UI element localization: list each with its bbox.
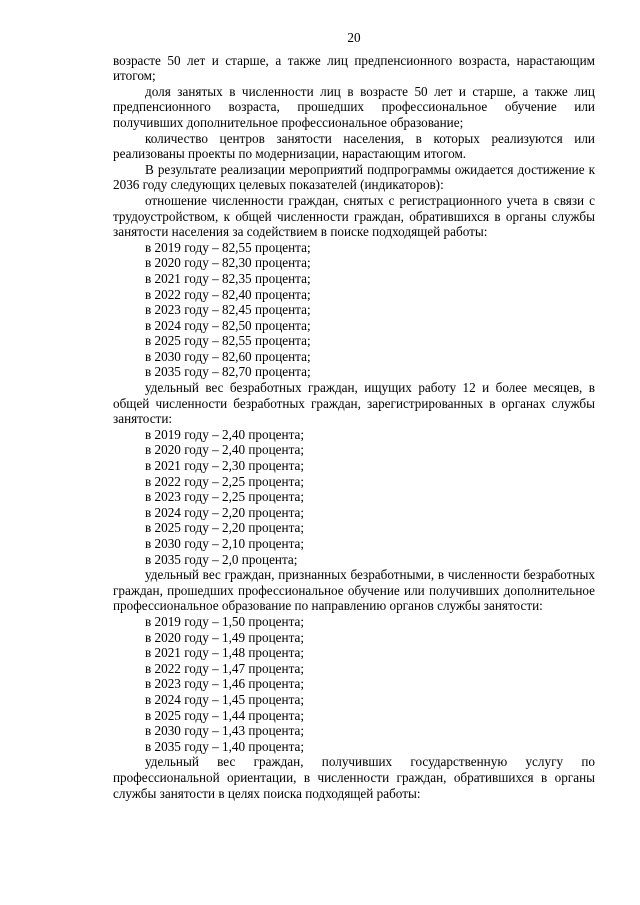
- list-item: в 2022 году – 1,47 процента;: [145, 660, 305, 676]
- paragraph: удельный вес граждан, признанных безработными, в численности безработных граждан, прошедших профессиональное обучение или получивших дополнительное профессиональное образование по направлению органов службы занятости:: [113, 567, 595, 614]
- indicator-list-1: [113, 240, 595, 380]
- paragraph: отношение численности граждан, снятых с регистрационного учета в связи с трудоустройством, к общей численности граждан, обратившихся в органы службы занятости населения за содействием в поиске подходящей работы:: [113, 192, 595, 240]
- list-item: в 2025 году – 82,55 процента;: [145, 333, 311, 349]
- list-item: в 2021 году – 82,35 процента;: [145, 270, 311, 286]
- list-item: в 2030 году – 1,43 процента;: [145, 723, 305, 739]
- page-number: 20: [347, 30, 361, 45]
- list-item: в 2023 году – 82,45 процента;: [145, 302, 311, 318]
- paragraph: удельный вес безработных граждан, ищущих работу 12 и более месяцев, в общей численности безработных граждан, зарегистрированных в органах службы занятости:: [113, 380, 595, 427]
- list-item: в 2035 году – 82,70 процента;: [145, 364, 311, 380]
- list-item: в 2019 году – 2,40 процента;: [145, 426, 305, 442]
- list-item: в 2020 году – 82,30 процента;: [145, 255, 311, 271]
- indicator-list-3: [113, 614, 595, 754]
- paragraph: В результате реализации мероприятий подпрограммы ожидается достижение к 2036 году следующих целевых показателей (индикаторов):: [113, 161, 595, 193]
- list-item: в 2021 году – 1,48 процента;: [145, 645, 305, 661]
- list-item: в 2020 году – 1,49 процента;: [145, 629, 305, 645]
- list-item: в 2019 году – 1,50 процента;: [145, 613, 305, 629]
- list-item: в 2025 году – 2,20 процента;: [145, 520, 305, 536]
- paragraph: доля занятых в численности лиц в возрасте 50 лет и старше, а также лиц предпенсионного возраста, прошедших профессиональное обучение или получивших дополнительное профессиональное образование;: [113, 83, 595, 130]
- list-item: в 2025 году – 1,44 процента;: [145, 707, 305, 723]
- list-item: в 2023 году – 2,25 процента;: [145, 489, 305, 505]
- list-item: в 2024 году – 82,50 процента;: [145, 317, 311, 333]
- list-item: в 2021 году – 2,30 процента;: [145, 458, 305, 474]
- list-item: в 2019 году – 82,55 процента;: [145, 239, 311, 255]
- list-item: в 2023 году – 1,46 процента;: [145, 676, 305, 692]
- list-item: в 2030 году – 2,10 процента;: [145, 536, 305, 551]
- paragraph: возрасте 50 лет и старше, а также лиц предпенсионного возраста, нарастающим итогом;: [113, 52, 595, 84]
- paragraph: количество центров занятости населения, в которых реализуются или реализованы проекты по модернизации, нарастающим итогом.: [113, 130, 595, 162]
- list-item: в 2030 году – 82,60 процента;: [145, 348, 311, 364]
- list-item: в 2035 году – 1,40 процента;: [145, 738, 305, 754]
- list-item: в 2022 году – 2,25 процента;: [145, 473, 305, 489]
- list-item: в 2022 году – 82,40 процента;: [145, 286, 311, 302]
- list-item: в 2020 году – 2,40 процента;: [145, 442, 305, 458]
- list-item: в 2024 году – 1,45 процента;: [145, 691, 305, 707]
- paragraph: удельный вес граждан, получивших государственную услугу по профессиональной ориентации, в численности граждан, обратившихся в органы службы занятости в целях поиска подходящей работы:: [113, 754, 595, 801]
- list-item: в 2024 году – 2,20 процента;: [145, 504, 305, 520]
- list-item: в 2035 году – 2,0 процента;: [145, 551, 298, 567]
- indicator-list-2: [113, 427, 595, 567]
- document-page: [113, 30, 595, 801]
